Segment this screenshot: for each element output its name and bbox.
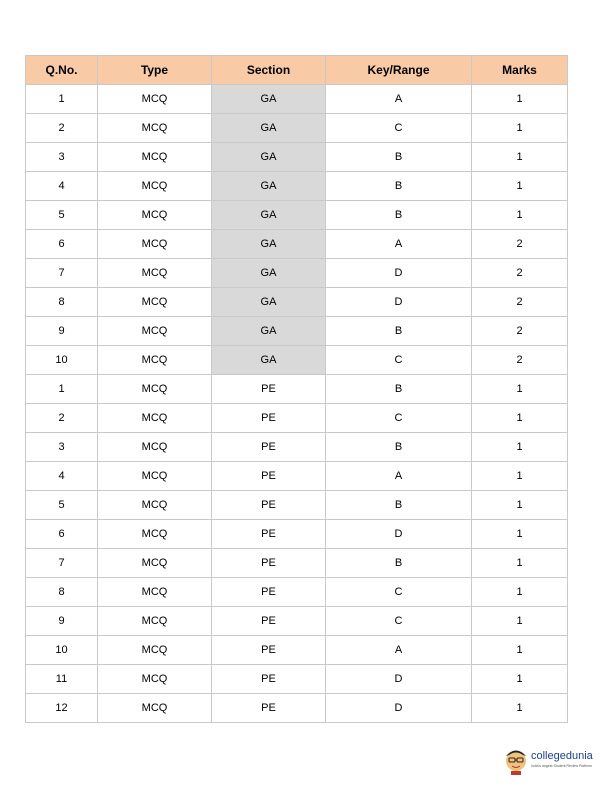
cell-key: A — [326, 85, 472, 114]
cell-marks: 1 — [472, 404, 568, 433]
cell-qno: 1 — [26, 85, 98, 114]
cell-type: MCQ — [98, 230, 212, 259]
cell-section: PE — [212, 694, 326, 723]
table-row — [26, 549, 568, 578]
cell-qno: 9 — [26, 317, 98, 346]
cell-qno: 7 — [26, 549, 98, 578]
table-row — [26, 201, 568, 230]
cell-marks: 1 — [472, 462, 568, 491]
cell-key: A — [326, 462, 472, 491]
cell-marks: 1 — [472, 636, 568, 665]
table-row — [26, 114, 568, 143]
cell-section: PE — [212, 375, 326, 404]
cell-type: MCQ — [98, 259, 212, 288]
cell-marks: 2 — [472, 346, 568, 375]
cell-section: PE — [212, 520, 326, 549]
cell-section: GA — [212, 259, 326, 288]
cell-marks: 1 — [472, 433, 568, 462]
table-row — [26, 520, 568, 549]
table-row — [26, 433, 568, 462]
cell-qno: 7 — [26, 259, 98, 288]
header-type: Type — [98, 56, 212, 85]
mascot-icon — [503, 747, 529, 775]
cell-marks: 1 — [472, 375, 568, 404]
cell-qno: 2 — [26, 404, 98, 433]
cell-type: MCQ — [98, 694, 212, 723]
cell-qno: 12 — [26, 694, 98, 723]
cell-qno: 3 — [26, 143, 98, 172]
cell-type: MCQ — [98, 491, 212, 520]
header-section: Section — [212, 56, 326, 85]
cell-key: C — [326, 578, 472, 607]
cell-qno: 1 — [26, 375, 98, 404]
cell-section: GA — [212, 114, 326, 143]
cell-qno: 2 — [26, 114, 98, 143]
cell-marks: 2 — [472, 230, 568, 259]
collegedunia-logo — [503, 747, 603, 777]
cell-type: MCQ — [98, 607, 212, 636]
cell-marks: 1 — [472, 607, 568, 636]
table-row — [26, 143, 568, 172]
logo-tagline: India's largest Student Review Platform — [531, 764, 592, 768]
table-row — [26, 665, 568, 694]
cell-qno: 6 — [26, 520, 98, 549]
cell-qno: 10 — [26, 346, 98, 375]
table-row — [26, 636, 568, 665]
cell-qno: 5 — [26, 491, 98, 520]
cell-section: GA — [212, 143, 326, 172]
cell-key: D — [326, 288, 472, 317]
cell-type: MCQ — [98, 114, 212, 143]
header-marks: Marks — [472, 56, 568, 85]
table-row — [26, 346, 568, 375]
cell-key: B — [326, 549, 472, 578]
table-row — [26, 607, 568, 636]
table-row — [26, 172, 568, 201]
cell-qno: 4 — [26, 172, 98, 201]
cell-type: MCQ — [98, 85, 212, 114]
answer-key-table — [25, 55, 568, 723]
cell-key: B — [326, 317, 472, 346]
header-key-range: Key/Range — [326, 56, 472, 85]
cell-qno: 6 — [26, 230, 98, 259]
cell-section: PE — [212, 462, 326, 491]
cell-type: MCQ — [98, 462, 212, 491]
cell-type: MCQ — [98, 578, 212, 607]
cell-section: GA — [212, 288, 326, 317]
table-row — [26, 578, 568, 607]
cell-section: GA — [212, 317, 326, 346]
cell-type: MCQ — [98, 520, 212, 549]
cell-marks: 1 — [472, 85, 568, 114]
header-qno: Q.No. — [26, 56, 98, 85]
cell-marks: 1 — [472, 201, 568, 230]
cell-qno: 9 — [26, 607, 98, 636]
cell-marks: 1 — [472, 491, 568, 520]
table-row — [26, 404, 568, 433]
cell-key: A — [326, 230, 472, 259]
cell-section: GA — [212, 172, 326, 201]
cell-type: MCQ — [98, 288, 212, 317]
table-row — [26, 694, 568, 723]
cell-key: C — [326, 114, 472, 143]
cell-qno: 8 — [26, 578, 98, 607]
header-row — [26, 56, 568, 85]
table-row — [26, 259, 568, 288]
table-row — [26, 85, 568, 114]
cell-marks: 1 — [472, 549, 568, 578]
cell-type: MCQ — [98, 375, 212, 404]
cell-key: D — [326, 665, 472, 694]
cell-marks: 1 — [472, 520, 568, 549]
cell-qno: 4 — [26, 462, 98, 491]
cell-marks: 1 — [472, 114, 568, 143]
cell-key: D — [326, 520, 472, 549]
cell-key: C — [326, 607, 472, 636]
logo-wordmark: collegedunia — [531, 750, 593, 762]
table-row — [26, 317, 568, 346]
cell-section: PE — [212, 665, 326, 694]
table-row — [26, 491, 568, 520]
cell-key: B — [326, 491, 472, 520]
cell-type: MCQ — [98, 201, 212, 230]
table-row — [26, 375, 568, 404]
cell-marks: 1 — [472, 694, 568, 723]
cell-section: GA — [212, 230, 326, 259]
cell-key: B — [326, 433, 472, 462]
cell-marks: 1 — [472, 143, 568, 172]
cell-key: D — [326, 259, 472, 288]
cell-section: GA — [212, 346, 326, 375]
cell-qno: 3 — [26, 433, 98, 462]
cell-section: PE — [212, 549, 326, 578]
cell-type: MCQ — [98, 404, 212, 433]
table-row — [26, 230, 568, 259]
table-row — [26, 462, 568, 491]
cell-section: PE — [212, 607, 326, 636]
cell-key: D — [326, 694, 472, 723]
table-row — [26, 288, 568, 317]
cell-marks: 2 — [472, 259, 568, 288]
cell-key: B — [326, 143, 472, 172]
cell-key: C — [326, 404, 472, 433]
cell-section: GA — [212, 201, 326, 230]
cell-type: MCQ — [98, 143, 212, 172]
cell-section: GA — [212, 85, 326, 114]
cell-qno: 8 — [26, 288, 98, 317]
cell-marks: 1 — [472, 665, 568, 694]
cell-qno: 11 — [26, 665, 98, 694]
cell-type: MCQ — [98, 346, 212, 375]
cell-section: PE — [212, 578, 326, 607]
cell-qno: 10 — [26, 636, 98, 665]
cell-type: MCQ — [98, 665, 212, 694]
cell-section: PE — [212, 636, 326, 665]
cell-key: B — [326, 375, 472, 404]
cell-type: MCQ — [98, 433, 212, 462]
cell-type: MCQ — [98, 317, 212, 346]
cell-section: PE — [212, 491, 326, 520]
cell-type: MCQ — [98, 549, 212, 578]
cell-key: B — [326, 172, 472, 201]
cell-marks: 1 — [472, 578, 568, 607]
cell-type: MCQ — [98, 636, 212, 665]
cell-qno: 5 — [26, 201, 98, 230]
cell-marks: 2 — [472, 317, 568, 346]
cell-type: MCQ — [98, 172, 212, 201]
cell-section: PE — [212, 404, 326, 433]
table-body — [26, 85, 568, 723]
cell-key: C — [326, 346, 472, 375]
cell-section: PE — [212, 433, 326, 462]
cell-key: A — [326, 636, 472, 665]
cell-key: B — [326, 201, 472, 230]
cell-marks: 1 — [472, 172, 568, 201]
cell-marks: 2 — [472, 288, 568, 317]
